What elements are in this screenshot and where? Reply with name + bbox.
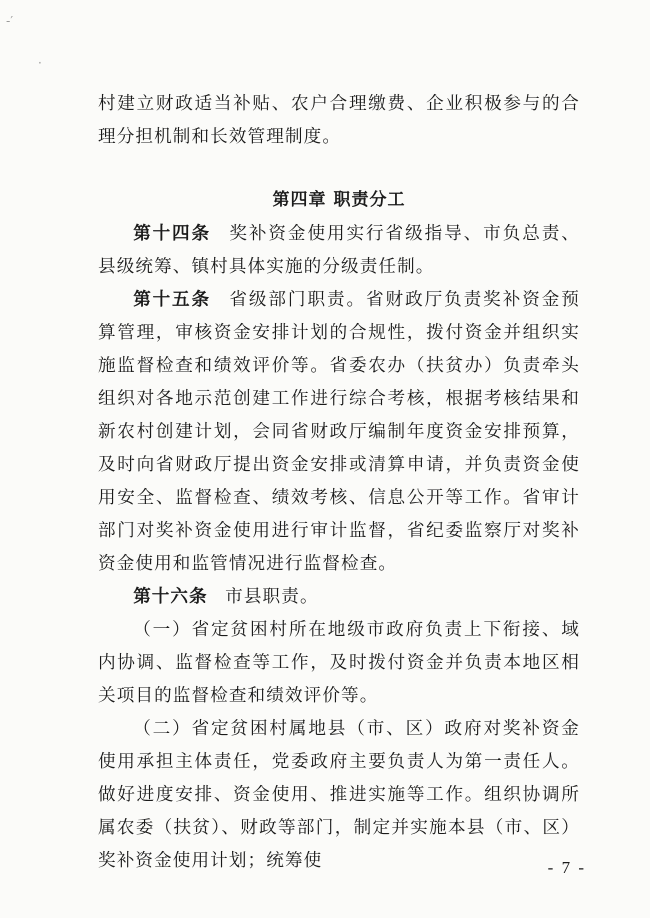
article-14-label: 第十四条 [133,224,211,244]
article-15-text: 省级部门职责。省财政厅负责奖补资金预算管理，审核资金安排计划的合规性，拨付资金并组织实施监督检查和绩效评价等。省委农办（扶贫办）负责牵头组织对各地示范创建工作进行综合考核，根据考核结果和新农村创建计划，会同省财政厅编制年度资金安排预算，及时向省财政厅提出资金安排或清算申请，并负责资金使用安全、监督检查、绩效考核、信息公开等工作。省审计部门对奖补资金使用进行审计监督，省纪委监察厅对奖补资金使用和监管情况进行监督检查。 [98,290,580,574]
paragraph-intro-continuation: 村建立财政适当补贴、农户合理缴费、企业积极参与的合理分担机制和长效管理制度。 [98,94,580,147]
article-14-text: 奖补资金使用实行省级指导、市负总责、县级统筹、镇村具体实施的分级责任制。 [98,224,580,277]
scan-artifact-mark: -′ [6,14,14,28]
page-number: - 7 - [547,858,586,877]
article-15 [98,284,580,581]
chapter-heading: 第四章 职责分工 [272,190,406,210]
article-16-text: 市县职责。 [225,587,319,607]
article-16-item-1: （一）省定贫困村所在地级市政府负责上下衔接、域内协调、监督检查等工作，及时拨付资金并负责本地区相关项目的监督检查和绩效评价等。 [98,620,580,706]
article-16-item-2: （二）省定贫困村属地县（市、区）政府对奖补资金使用承担主体责任，党委政府主要负责人为第一责任人。做好进度安排、资金使用、推进实施等工作。组织协调所属农委（扶贫）、财政等部门，制定并实施本县（市、区）奖补资金使用计划；统筹使 [98,719,580,871]
body-text [98,88,580,878]
article-14 [98,218,580,284]
article-16-label: 第十六条 [133,587,208,607]
scan-artifact-dot: · [38,56,42,70]
article-16 [98,581,580,614]
article-15-label: 第十五条 [133,290,211,310]
